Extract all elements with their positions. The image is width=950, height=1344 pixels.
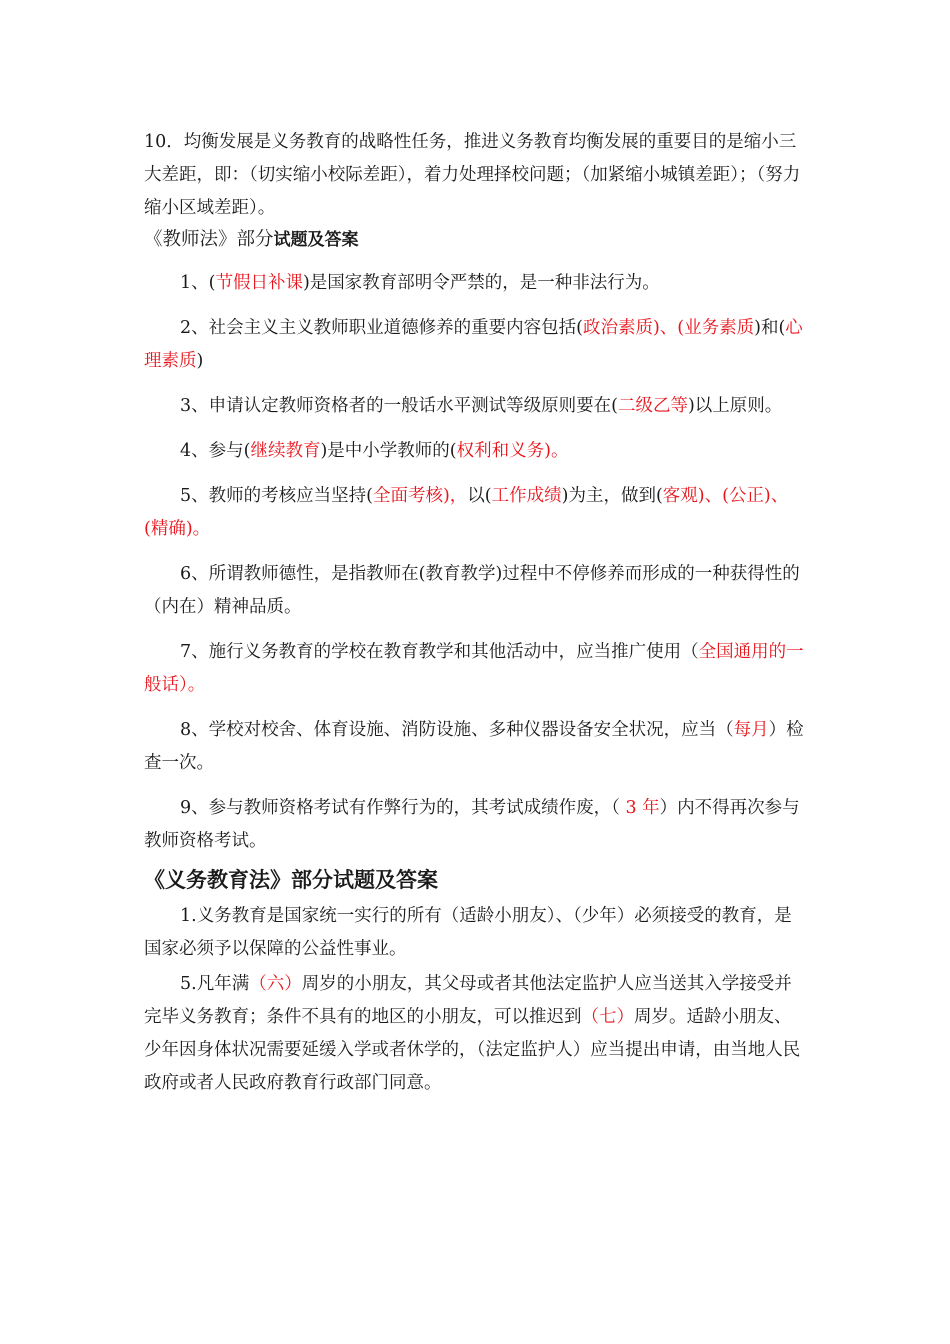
document-page: [144, 126, 808, 1100]
section-heading-compulsory-education-law: 《义务教育法》部分试题及答案: [144, 868, 438, 892]
answer-red: 全国通用的一般话）。: [144, 642, 804, 695]
heading-part-b: 试题及答案: [273, 230, 359, 250]
teacher-q1: [144, 267, 808, 300]
text: )以上原则。: [687, 396, 783, 416]
text: ): [196, 351, 204, 371]
text: 4、参与(: [180, 441, 251, 461]
text: 1、(: [180, 273, 216, 293]
answer-red: 政治素质)、(业务素质: [582, 318, 755, 338]
teacher-q2: [144, 312, 808, 378]
answer-red: 每月: [733, 720, 769, 740]
compulsory-q5: [144, 968, 808, 1100]
answer-red: （七）: [581, 1007, 634, 1027]
answer-red: 全面考核)，: [372, 486, 468, 506]
text: 9、参与教师资格考试有作弊行为的，其考试成绩作废，（: [180, 798, 626, 818]
answer-red: 权利和义务)。: [456, 441, 569, 461]
answer-red: 客观)、(公正)、(精确)。: [144, 486, 789, 539]
answer-red: 继续教育: [250, 441, 321, 461]
answer-red: （六）: [249, 974, 302, 994]
answer-red: 工作成绩: [491, 486, 562, 506]
answer-red: 二级乙等: [617, 396, 688, 416]
text: )是中小学教师的(: [320, 441, 457, 461]
text: )和(: [754, 318, 786, 338]
teacher-q5: [144, 480, 808, 546]
answer-red: 3 年: [625, 798, 660, 818]
paragraph-q10: 10．均衡发展是义务教育的战略性任务，推进义务教育均衡发展的重要目的是缩小三大差距，即：（切实缩小校际差距），着力处理择校问题；（加紧缩小城镇差距）；（努力缩小区域差距）。: [144, 132, 801, 218]
text: )是国家教育部明令严禁的，是一种非法行为。: [302, 273, 660, 293]
heading-part-a: 《教师法》部分: [144, 229, 274, 250]
text: 7、施行义务教育的学校在教育教学和其他活动中，应当推广使用（: [180, 642, 699, 662]
answer-red: 节假日补课: [215, 273, 303, 293]
teacher-q4: [144, 435, 808, 468]
text: 2、社会主义主义教师职业道德修养的重要内容包括(: [180, 318, 583, 338]
compulsory-q1: 1.义务教育是国家统一实行的所有（适龄小朋友）、（少年）必须接受的教育，是国家必须予以保障的公益性事业。: [144, 906, 792, 959]
section-heading-teacher-law: [144, 225, 808, 255]
text: 周岁的小朋友，其父母或者其他法定监护人应当送其入学接受并完毕义务教育；条件不具有的地区的小朋友，可以推迟到: [144, 974, 792, 1027]
teacher-q7: [144, 636, 808, 702]
text: 3、申请认定教师资格者的一般话水平测试等级原则要在(: [180, 396, 618, 416]
text: 8、学校对校舍、体育设施、消防设施、多种仪器设备安全状况，应当（: [180, 720, 734, 740]
text: 5、教师的考核应当坚持(: [180, 486, 373, 506]
text: ）检查一次。: [144, 720, 804, 773]
answer-red: 心理素质: [144, 318, 803, 371]
teacher-q8: [144, 714, 808, 780]
text: 5.凡年满: [180, 974, 250, 994]
text: 周岁。适龄小朋友、少年因身体状况需要延缓入学或者休学的，（法定监护人）应当提出申请，由当地人民政府或者人民政府教育行政部门同意。: [144, 1007, 801, 1093]
teacher-q9: [144, 792, 808, 858]
text: 以(: [467, 486, 492, 506]
text: ）内不得再次参与教师资格考试。: [144, 798, 800, 851]
teacher-q6: 6、所谓教师德性，是指教师在(教育教学)过程中不停修养而形成的一种获得性的（内在）精神品质。: [144, 564, 800, 617]
teacher-q3: [144, 390, 808, 423]
text: )为主，做到(: [561, 486, 663, 506]
